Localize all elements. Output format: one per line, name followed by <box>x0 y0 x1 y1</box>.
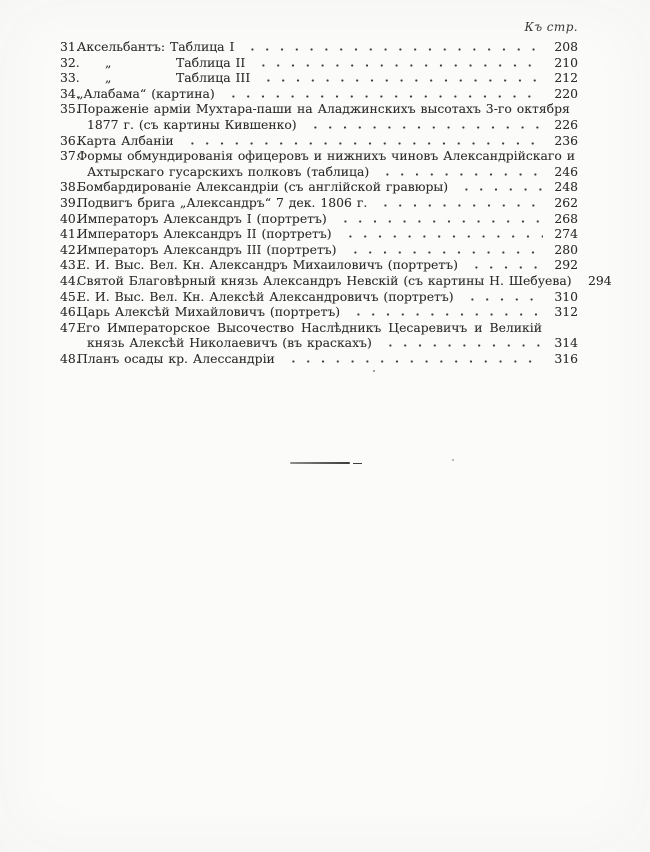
entry-page-number: 310 <box>554 288 578 304</box>
entry-title: Императоръ Александръ I (портретъ) <box>77 210 327 226</box>
entry-row-continuation <box>60 164 578 180</box>
entry-page-number: 226 <box>554 116 578 132</box>
entry-title: Подвигъ брига „Александръ“ 7 дек. 1806 г. <box>77 194 368 210</box>
entry-number: 43. <box>60 257 80 273</box>
entry-number: 42. <box>60 241 80 257</box>
entry-title-line1: Пораженіе арміи Мухтара-паши на Аладжинскихъ высотахъ 3-го октября <box>77 101 570 117</box>
entry-title: Е. И. Выс. Вел. Кн. Алексѣй Александровичъ (портретъ) <box>77 288 454 304</box>
entry-row <box>60 242 578 258</box>
entry-page-number: 316 <box>554 350 578 366</box>
entry-row <box>60 70 578 86</box>
dot-leader <box>374 164 543 180</box>
entry-number: 39. <box>60 194 80 210</box>
entry-page-number: 248 <box>554 179 578 195</box>
divider-dash <box>353 463 362 465</box>
ditto-mark: „ <box>105 70 112 86</box>
entry-number: 46. <box>60 304 80 320</box>
entry-number: 45. <box>60 288 80 304</box>
entry-page-number: 210 <box>554 54 578 70</box>
entry-number: 31. <box>60 39 80 54</box>
entry-page-number: 312 <box>554 304 578 320</box>
entry-page-number: 314 <box>554 335 578 351</box>
entry-number: 47. <box>60 319 80 335</box>
entry-row <box>60 304 578 320</box>
entry-page-number: 246 <box>554 163 578 179</box>
entry-row <box>60 257 578 273</box>
entry-title-line2: князь Алексѣй Николаевичъ (въ краскахъ) <box>87 335 372 351</box>
entry-title-line1: Формы обмундированія офицеровъ и нижнихъ чиновъ Александрійскаго и <box>77 148 576 164</box>
entry-row <box>60 133 578 149</box>
dot-leader <box>239 39 543 55</box>
entry-row <box>60 320 578 336</box>
entry-number: 41. <box>60 226 80 242</box>
entry-number: 37. <box>60 148 80 164</box>
entry-number: 35. <box>60 101 80 117</box>
entry-row <box>60 226 578 242</box>
scan-speck <box>373 370 375 372</box>
entry-title: Таблица II <box>176 54 246 70</box>
entry-title-line1: Его Императорское Высочество Наслѣдникъ Цесаревичъ и Великій <box>77 319 542 335</box>
dot-leader <box>332 211 543 227</box>
entry-title-line2: Ахтырскаго гусарскихъ полковъ (таблица) <box>87 163 370 179</box>
entry-row <box>60 351 578 367</box>
entry-row-continuation <box>60 335 578 351</box>
entry-row <box>60 86 578 102</box>
entry-row <box>60 39 578 55</box>
entry-page-number: 220 <box>554 85 578 101</box>
divider-rule <box>290 462 350 464</box>
entry-title: Таблица III <box>176 70 251 86</box>
dot-leader <box>250 55 543 71</box>
entry-page-number: 274 <box>554 226 578 242</box>
entry-number: 40. <box>60 210 80 226</box>
dot-leader <box>459 289 543 305</box>
entry-row <box>60 101 578 117</box>
entry-number: 32. <box>60 54 80 70</box>
entry-number: 48. <box>60 350 80 366</box>
entry-number: 34. <box>60 85 80 101</box>
entry-title: Аксельбантъ: Таблица I <box>77 39 235 54</box>
entry-page-number: 262 <box>554 194 578 210</box>
dot-leader <box>220 86 543 102</box>
dot-leader <box>302 117 543 133</box>
entry-title: „Алабама“ (картина) <box>77 85 215 101</box>
entry-row <box>60 289 578 305</box>
entry-row <box>60 179 578 195</box>
dot-leader <box>337 226 543 242</box>
dot-leader <box>280 351 543 367</box>
entry-row <box>60 211 578 227</box>
entry-number: 44. <box>60 272 80 288</box>
column-header-page-ref: Къ стр. <box>524 20 578 34</box>
dot-leader <box>342 242 543 258</box>
entry-page-number: 280 <box>554 241 578 257</box>
entry-page-number: 212 <box>554 70 578 86</box>
entry-title: Императоръ Александръ II (портретъ) <box>77 226 332 242</box>
scan-speck <box>452 459 454 461</box>
entry-title: Императоръ Александръ III (портретъ) <box>77 241 337 257</box>
entry-row <box>60 195 578 211</box>
entry-title: Святой Благовѣрный князь Александръ Невскій (съ картины Н. Шебуева) <box>77 272 572 288</box>
dot-leader <box>255 70 543 86</box>
dot-leader <box>463 257 543 273</box>
entry-number: 36. <box>60 132 80 148</box>
entry-row <box>60 272 612 289</box>
dot-leader <box>453 179 543 195</box>
entry-page-number: 236 <box>554 132 578 148</box>
illustrations-list <box>60 39 612 366</box>
ditto-mark: „ <box>105 54 112 70</box>
entry-page-number: 294 <box>587 272 612 288</box>
entry-number: 38. <box>60 179 80 195</box>
dot-leader <box>377 335 543 351</box>
entry-row <box>60 148 578 164</box>
entry-page-number: 292 <box>554 257 578 273</box>
entry-title-line2: 1877 г. (съ картины Кившенко) <box>87 116 297 132</box>
entry-title: Бомбардированіе Александріи (съ англійской гравюры) <box>77 179 449 195</box>
entry-row <box>60 55 578 71</box>
entry-page-number: 208 <box>554 39 578 54</box>
entry-title: Планъ осады кр. Алессандріи <box>77 350 275 366</box>
entry-title: Царь Алексѣй Михайловичъ (портретъ) <box>77 304 341 320</box>
entry-number: 33. <box>60 70 80 86</box>
entry-row-continuation <box>60 117 578 133</box>
entry-page-number: 268 <box>554 210 578 226</box>
dot-leader <box>345 304 543 320</box>
dot-leader <box>179 133 543 149</box>
entry-title: Карта Албаніи <box>77 132 174 148</box>
entry-title: Е. И. Выс. Вел. Кн. Александръ Михаиловичъ (портретъ) <box>77 257 458 273</box>
dot-leader <box>372 195 543 211</box>
